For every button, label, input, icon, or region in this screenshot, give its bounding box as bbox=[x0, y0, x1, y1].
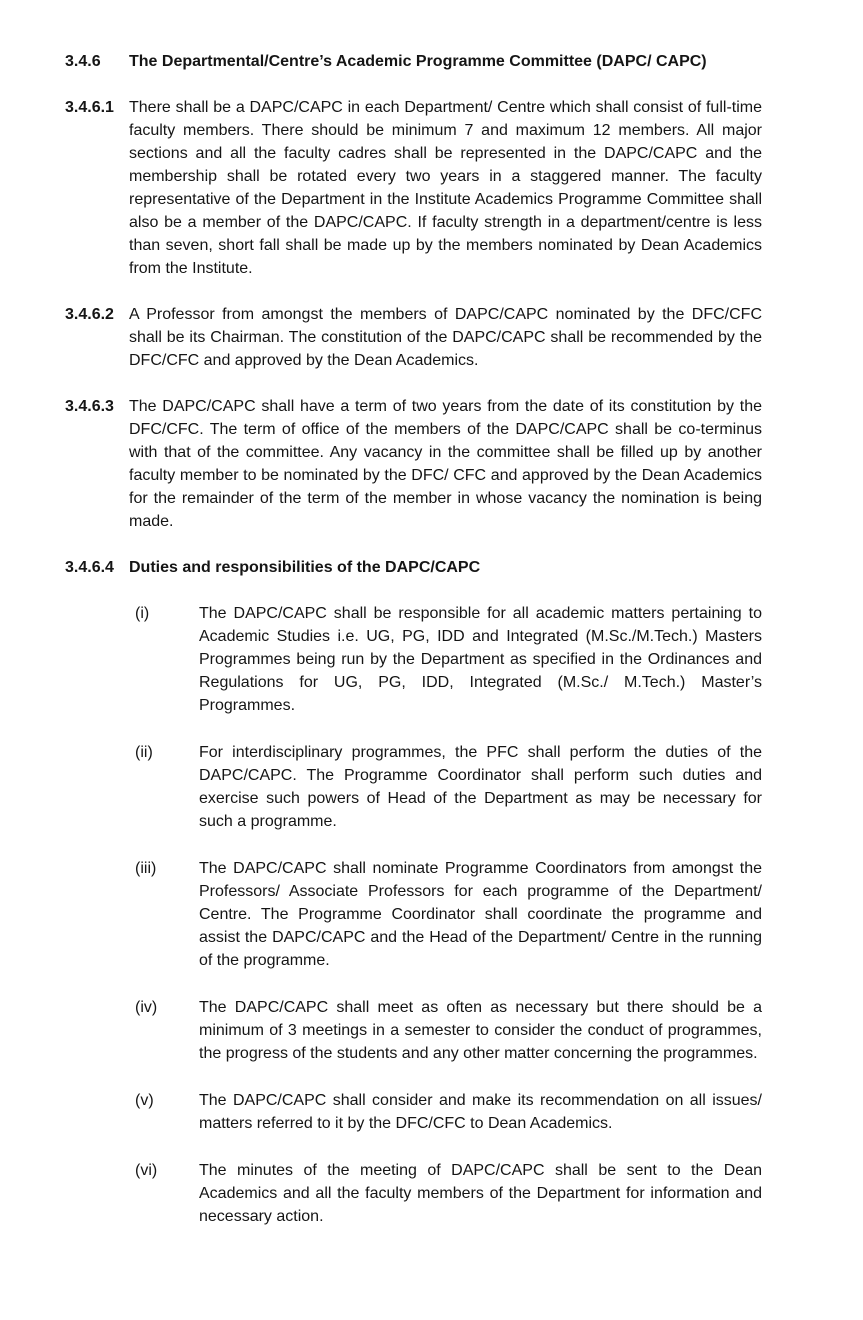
paragraph bbox=[65, 96, 762, 280]
list-item-marker: (iii) bbox=[135, 860, 157, 877]
list-item-marker: (vi) bbox=[135, 1162, 158, 1179]
list-item bbox=[135, 857, 762, 972]
section-heading-text: The Departmental/Centre’s Academic Programme Committee (DAPC/ CAPC) bbox=[129, 53, 707, 70]
list-item bbox=[135, 996, 762, 1065]
list-item-text: The DAPC/CAPC shall meet as often as necessary but there should be a minimum of 3 meetings in a semester to consider the conduct of programmes, the progress of the students and any other matter concerning the programmes. bbox=[199, 999, 762, 1062]
paragraph-text: The DAPC/CAPC shall have a term of two years from the date of its constitution by the DFC/CFC. The term of office of the members of the DAPC/CAPC shall be co-terminus with that of the committee. Any vacancy in the committee shall be filled up by another faculty member to be nominated by the DFC/ CFC and approved by the Dean Academics for the remainder of the term of the member in whose vacancy the nomination is being made. bbox=[129, 398, 762, 530]
list-item-marker: (v) bbox=[135, 1092, 154, 1109]
list-item-text: The DAPC/CAPC shall nominate Programme Coordinators from amongst the Professors/ Associate Professors for each programme of the Department/ Centre. The Programme Coordinator shall coordinate the programme and assist the DAPC/CAPC and the Head of the Department/ Centre in the running of the programme. bbox=[199, 860, 762, 969]
sub-section-heading bbox=[65, 556, 762, 579]
list-item bbox=[135, 1089, 762, 1135]
paragraph-number: 3.4.6.2 bbox=[65, 306, 114, 323]
list-item bbox=[135, 602, 762, 717]
list-item-text: The minutes of the meeting of DAPC/CAPC shall be sent to the Dean Academics and all the faculty members of the Department for information and necessary action. bbox=[199, 1162, 762, 1225]
list-item bbox=[135, 741, 762, 833]
list-item bbox=[135, 1159, 762, 1228]
paragraph-text: A Professor from amongst the members of DAPC/CAPC nominated by the DFC/CFC shall be its Chairman. The constitution of the DAPC/CAPC shall be recommended by the DFC/CFC and approved by the Dean Academics. bbox=[129, 306, 762, 369]
paragraph bbox=[65, 303, 762, 372]
paragraph-number: 3.4.6.3 bbox=[65, 398, 114, 415]
list-item-text: For interdisciplinary programmes, the PFC shall perform the duties of the DAPC/CAPC. The Programme Coordinator shall perform such duties and exercise such powers of Head of the Department as may be necessary for such a programme. bbox=[199, 744, 762, 830]
list-item-text: The DAPC/CAPC shall be responsible for all academic matters pertaining to Academic Studies i.e. UG, PG, IDD and Integrated (M.Sc./M.Tech.) Masters Programmes being run by the Department as specified in the Ordinances and Regulations for UG, PG, IDD, Integrated (M.Sc./ M.Tech.) Master’s Programmes. bbox=[199, 605, 762, 714]
paragraph-text: There shall be a DAPC/CAPC in each Department/ Centre which shall consist of full-time faculty members. There should be minimum 7 and maximum 12 members. All major sections and all the faculty cadres shall be represented in the DAPC/CAPC and the membership shall be rotated every two years in a staggered manner. The faculty representative of the Department in the Institute Academics Programme Committee shall also be a member of the DAPC/CAPC. If faculty strength in a department/centre is less than seven, short fall shall be made up by the members nominated by Dean Academics from the Institute. bbox=[129, 99, 762, 277]
list-item-marker: (iv) bbox=[135, 999, 158, 1016]
section-heading bbox=[65, 50, 762, 73]
document-content bbox=[65, 50, 762, 1228]
list-item-marker: (i) bbox=[135, 605, 150, 622]
sub-section-heading-text: Duties and responsibilities of the DAPC/CAPC bbox=[129, 559, 481, 576]
section-heading-number: 3.4.6 bbox=[65, 53, 101, 70]
paragraph bbox=[65, 395, 762, 533]
paragraph-number: 3.4.6.1 bbox=[65, 99, 114, 116]
duties-list bbox=[135, 602, 762, 1228]
list-item-text: The DAPC/CAPC shall consider and make its recommendation on all issues/ matters referred to it by the DFC/CFC to Dean Academics. bbox=[199, 1092, 762, 1132]
list-item-marker: (ii) bbox=[135, 744, 153, 761]
sub-section-heading-number: 3.4.6.4 bbox=[65, 559, 114, 576]
